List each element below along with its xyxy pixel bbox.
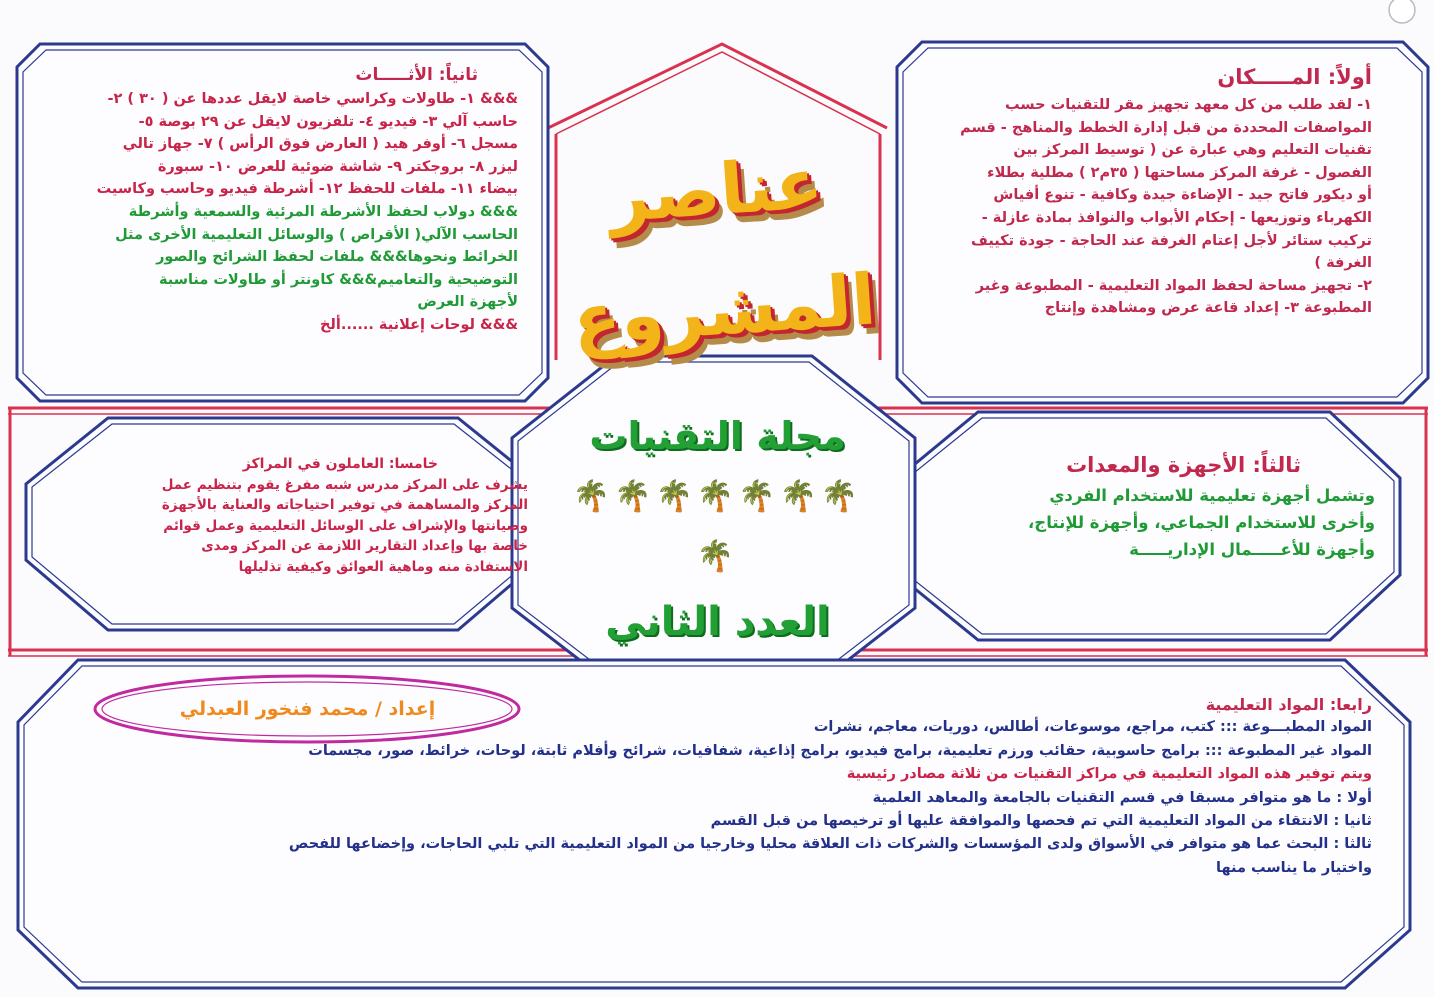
materials-source-1: أولا : ما هو متوافر مسبقا في قسم التقنيات بالجامعة والمعاهد العلمية [872, 789, 1372, 806]
place-title: أولاً: المـــــكان [1217, 65, 1372, 89]
place-line: ٢- تجهيز مساحة لحفظ المواد التعليمية - المطبوعة وغير [975, 277, 1372, 294]
furniture-line: ليزر ٨- بروجكتر ٩- شاشة ضوئية للعرض ١٠- سبورة [157, 158, 518, 175]
furniture-line: الحاسب الآلي( الأقراص ) والوسائل التعليمية الأخرى مثل [115, 226, 518, 243]
devices-line: وأخرى للاستخدام الجماعي، وأجهزة للإنتاج، [1028, 513, 1375, 532]
palm-ornament: 🌴🌴🌴🌴🌴🌴🌴🌴 [572, 479, 863, 574]
furniture-line: التوضيحية والتعاميم&&& كاونتر أو طاولات مناسبة [159, 271, 518, 288]
place-line: ١- لقد طلب من كل معهد تجهيز مقر للتقنيات حسب [1005, 97, 1372, 113]
furniture-line: بيضاء ١١- ملفات للحفظ ١٢- أشرطة فيديو وحاسب وكاسيت [96, 181, 518, 198]
author-credit: إعداد / محمد فنخور العبدلي [179, 698, 436, 720]
devices-title: ثالثاً: الأجهزة والمعدات [1066, 453, 1301, 477]
place-section [902, 60, 1372, 320]
furniture-line: &&& ١- طاولات وكراسي خاصة لايقل عددها عن ( ٣٠ ) ٢- [107, 91, 518, 107]
workers-line: يشرف على المركز مدرس شبه مفرغ يقوم بتنظيم عمل [161, 476, 528, 493]
materials-source-3: ثالثا : البحث عما هو متوافر في الأسواق ولدى المؤسسات والشركات ذات العلاقة محليا وخارجيا من المواد التعليمية التي تلبي الحاجات، وإخضاعها للفحص [288, 836, 1372, 853]
furniture-line: &&& لوحات إعلانية ......ألخ [319, 316, 518, 333]
workers-title: خامسا: العاملون في المراكز [242, 456, 438, 472]
furniture-line: حاسب آلي ٣- فيديو ٤- تلفزيون لايقل عن ٢٩ بوصة ٥- [138, 113, 518, 130]
place-line: المواصفات المحددة من قبل إدارة الخطط والمناهج - قسم [960, 119, 1372, 136]
devices-line: وتشمل أجهزة تعليمية للاستخدام الفردي [1049, 486, 1375, 505]
workers-section [60, 454, 528, 577]
main-title: عناصر المشروع [570, 141, 879, 362]
place-line: الكهرباء وتوزيعها - إحكام الأبواب والنوافذ بمادة عازلة - [981, 209, 1372, 226]
materials-title: رابعا: المواد التعليمية [1205, 695, 1372, 714]
punch-hole [1389, 0, 1415, 23]
materials-source-3-cont: واختيار ما يناسب منها [1216, 859, 1372, 876]
place-line: المطبوعة ٣- إعداد قاعة عرض ومشاهدة وإنتاج [1044, 300, 1372, 317]
devices-line: وأجهزة للأعـــــمال الإداريـــــة [1129, 540, 1375, 559]
materials-nonprinted: المواد غير المطبوعة ::: برامج حاسوبية، حقائب ورزم تعليمية، برامج فيديو، برامج إذاعية، شفافيات، شرائح وأفلام ثابتة، لوحات، خرائط، صور، مجسمات [308, 742, 1372, 759]
workers-line: المركز والمساهمة في توفير احتياجاته والعناية بالأجهزة [161, 497, 528, 513]
furniture-line: الخرائط ونحوها&&& ملفات لحفظ الشرائح والصور [156, 249, 518, 266]
furniture-line: مسجل ٦- أوفر هيد ( العارض فوق الرأس ) ٧- جهاز تالي [122, 136, 518, 153]
place-line: الفصول - غرفة المركز مساحتها ( ٣٥م٢ ) مطلية بطلاء [987, 164, 1372, 181]
materials-section [90, 693, 1372, 880]
workers-line: خاصة بها وإعداد التقارير اللازمة عن المركز ومدى [201, 538, 528, 554]
place-line: تقنيات التعليم وهي عبارة عن ( توسيط المركز بين [1013, 142, 1372, 159]
magazine-name: مجلة التقنيات [589, 414, 846, 458]
place-line: الغرفة ) [1314, 255, 1372, 272]
magazine-issue: العدد الثاني [605, 599, 830, 645]
furniture-section [40, 62, 518, 337]
place-line: أو ديكور فاتح جيد - الإضاءة جيدة وكافية - تنوع أفياش [993, 187, 1372, 204]
materials-sources-intro: ويتم توفير هذه المواد التعليمية في مراكز التقنيات من ثلاثة مصادر رئيسية [846, 766, 1372, 783]
devices-section [930, 448, 1375, 563]
magazine-block [555, 405, 880, 657]
roof-outline [548, 44, 887, 128]
furniture-title: ثانياً: الأثـــــاث [355, 65, 478, 85]
furniture-line: لأجهزة العرض [417, 294, 518, 311]
workers-line: وصيانتها والإشراف على الوسائل التعليمية وعمل قوائم [163, 517, 528, 534]
materials-source-2: ثانيا : الانتقاء من المواد التعليمية التي تم فحصها والموافقة عليها أو ترخيصها من قبل القسم [710, 813, 1372, 830]
materials-printed: المواد المطبـــوعة ::: كتب، مراجع، موسوعات، أطالس، دوريات، معاجم، نشرات [813, 719, 1372, 736]
place-line: تركيب ستائر لأجل إعتام الغرفة عند الحاجة - جودة تكييف [971, 232, 1372, 249]
furniture-line: &&& دولاب لحفظ الأشرطة المرئية والسمعية وأشرطة [128, 203, 518, 220]
workers-line: الاستفادة منه وماهية العوائق وكيفية تذليلها [238, 558, 528, 575]
